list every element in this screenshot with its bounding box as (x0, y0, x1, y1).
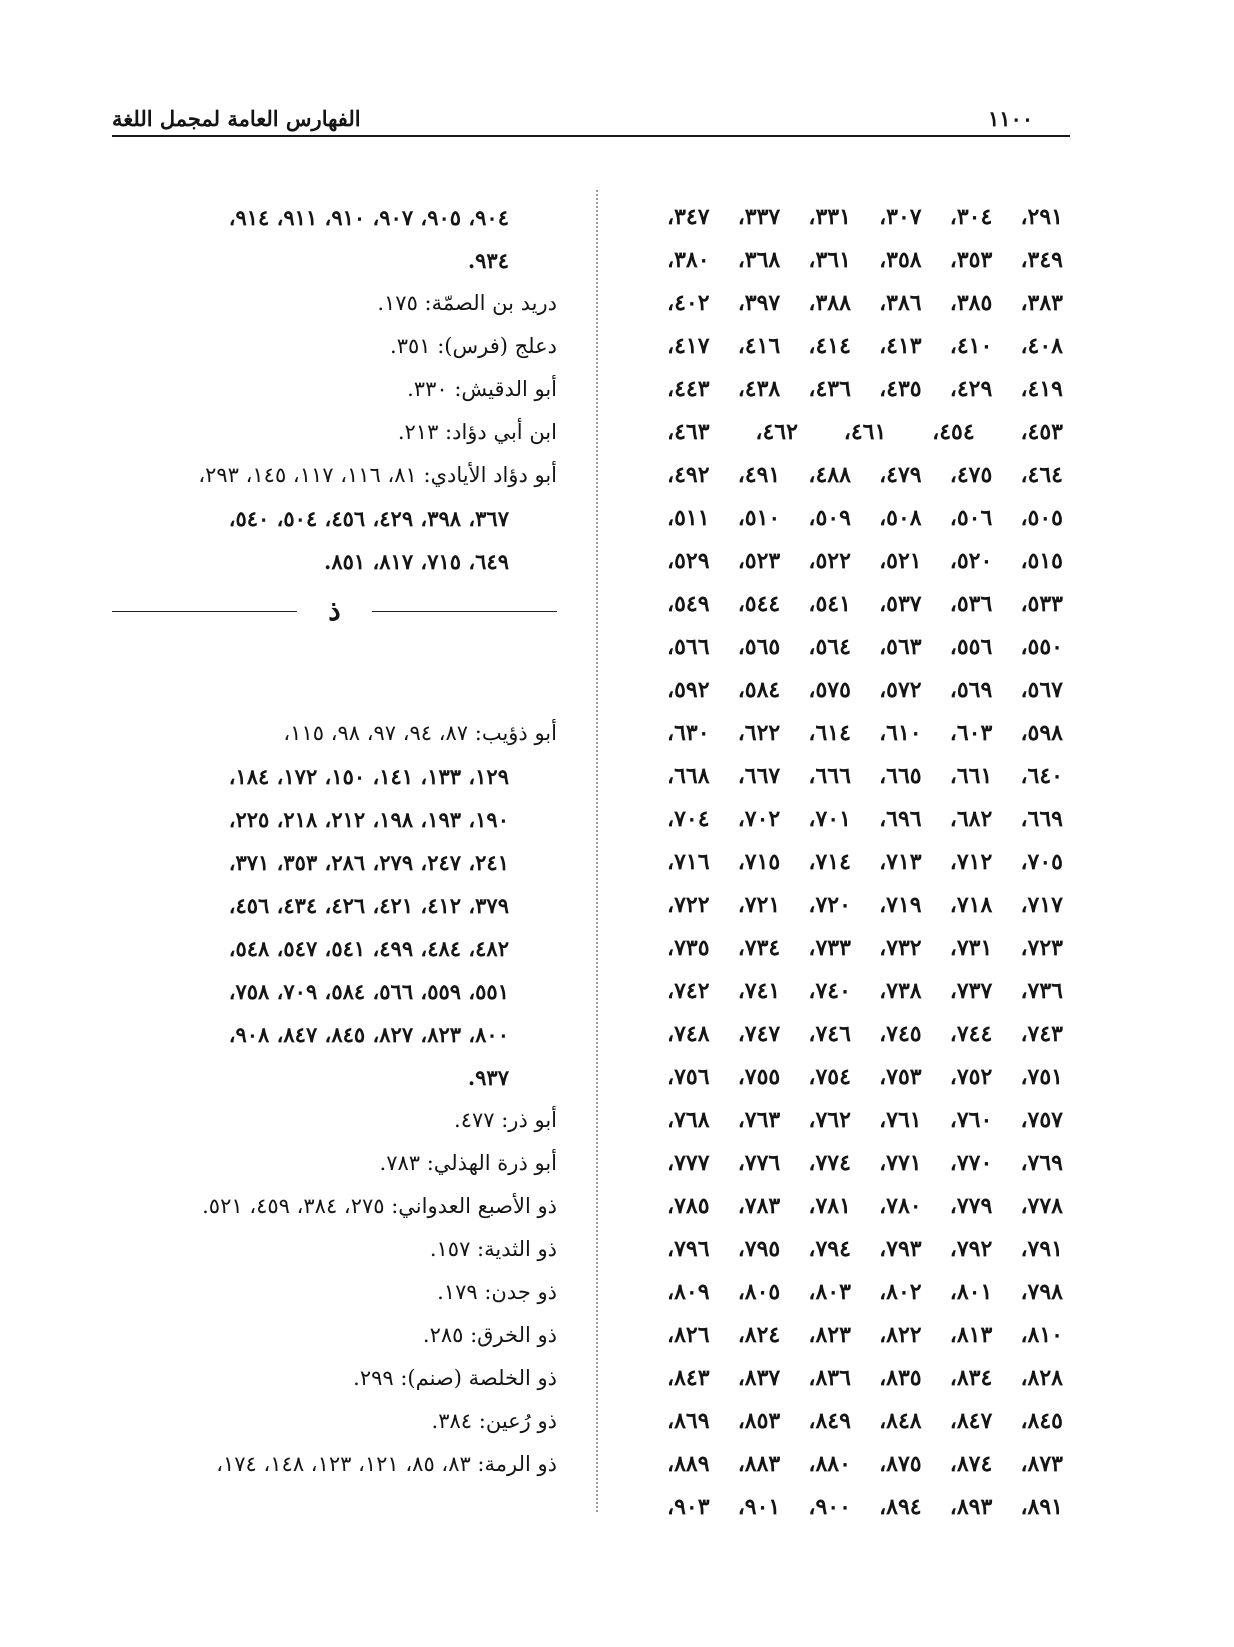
index-line: ٢٩١، ٣٠٤، ٣٠٧، ٣٣١، ٣٣٧، ٣٤٧، (667, 204, 1063, 230)
index-line: ٩٣٤. (467, 248, 509, 273)
index-line: ٤٥٣، ٤٥٤، ٤٦١، ٤٦٢، ٤٦٣، (667, 419, 1063, 445)
section-rule-left (112, 611, 297, 612)
index-line: ٨٢٨، ٨٣٤، ٨٣٥، ٨٣٦، ٨٣٧، ٨٤٣، (667, 1365, 1063, 1391)
index-line: ٣٦٧، ٣٩٨، ٤٢٩، ٤٥٦، ٥٠٤، ٥٤٠، (228, 506, 509, 531)
index-line: ٤١٩، ٤٢٩، ٤٣٥، ٤٣٦، ٤٣٨، ٤٤٣، (667, 376, 1063, 402)
index-line: ٤٠٨، ٤١٠، ٤١٣، ٤١٤، ٤١٦، ٤١٧، (667, 333, 1063, 359)
index-line: ٦٤٠، ٦٦١، ٦٦٥، ٦٦٦، ٦٦٧، ٦٦٨، (667, 763, 1063, 789)
page-number: ١١٠٠ (988, 106, 1034, 131)
index-line: ٣٧٩، ٤١٢، ٤٢١، ٤٢٦، ٤٣٤، ٤٥٦، (228, 893, 509, 918)
index-line: ٧٢٣، ٧٣١، ٧٣٢، ٧٣٣، ٧٣٤، ٧٣٥، (667, 935, 1063, 961)
index-line: ٧١٧، ٧١٨، ٧١٩، ٧٢٠، ٧٢١، ٧٢٢، (667, 892, 1063, 918)
index-line: ٦٦٩، ٦٨٢، ٦٩٦، ٧٠١، ٧٠٢، ٧٠٤، (667, 806, 1063, 832)
index-line: ذو الثدية: ١٥٧. (429, 1237, 557, 1261)
index-line: أبو ذرة الهذلي: ٧٨٣. (379, 1151, 557, 1175)
index-line: ٢٤١، ٢٤٧، ٢٧٩، ٢٨٦، ٣٥٣، ٣٧١، (228, 850, 509, 875)
index-line: ٧٣٦، ٧٣٧، ٧٣٨، ٧٤٠، ٧٤١، ٧٤٢، (667, 978, 1063, 1004)
spacer (112, 669, 557, 712)
index-line: ذو الخرق: ٢٨٥. (422, 1323, 557, 1347)
index-line: أبو الدقيش: ٣٣٠. (407, 377, 557, 401)
index-line: ٤٦٤، ٤٧٥، ٤٧٩، ٤٨٨، ٤٩١، ٤٩٢، (667, 462, 1063, 488)
index-line: ٧٥٧، ٧٦٠، ٧٦١، ٧٦٢، ٧٦٣، ٧٦٨، (667, 1107, 1063, 1133)
index-line: ٥٩٨، ٦٠٣، ٦١٠، ٦١٤، ٦٢٢، ٦٣٠، (667, 720, 1063, 746)
left-column-bottom (112, 712, 557, 1486)
running-header-title: الفهارس العامة لمجمل اللغة (112, 106, 361, 131)
index-line: ٧٩١، ٧٩٢، ٧٩٣، ٧٩٤، ٧٩٥، ٧٩٦، (667, 1236, 1063, 1262)
index-line: ٨٤٥، ٨٤٧، ٨٤٨، ٨٤٩، ٨٥٣، ٨٦٩، (667, 1408, 1063, 1434)
index-line: ٨٧٣، ٨٧٤، ٨٧٥، ٨٨٠، ٨٨٣، ٨٨٩، (667, 1451, 1063, 1477)
index-line: ٨١٠، ٨١٣، ٨٢٢، ٨٢٣، ٨٢٤، ٨٢٦، (667, 1322, 1063, 1348)
section-heading (112, 583, 557, 669)
index-line: ٧٩٨، ٨٠١، ٨٠٢، ٨٠٣، ٨٠٥، ٨٠٩، (667, 1279, 1063, 1305)
left-column-top (112, 196, 557, 583)
index-line: ٥٦٧، ٥٦٩، ٥٧٢، ٥٧٥، ٥٨٤، ٥٩٢، (667, 677, 1063, 703)
index-line: ذو الخلصة (صنم): ٢٩٩. (353, 1366, 557, 1390)
left-column (112, 196, 557, 1486)
index-line: ٣٤٩، ٣٥٣، ٣٥٨، ٣٦١، ٣٦٨، ٣٨٠، (667, 247, 1063, 273)
index-line: ٧٥١، ٧٥٢، ٧٥٣، ٧٥٤، ٧٥٥، ٧٥٦، (667, 1064, 1063, 1090)
index-line: ٤٨٢، ٤٨٤، ٤٩٩، ٥٤١، ٥٤٧، ٥٤٨، (228, 936, 509, 961)
index-line: ٥٣٣، ٥٣٦، ٥٣٧، ٥٤١، ٥٤٤، ٥٤٩، (667, 591, 1063, 617)
index-line: ٨٠٠، ٨٢٣، ٨٢٧، ٨٤٥، ٨٤٧، ٩٠٨، (228, 1022, 509, 1047)
right-column (667, 196, 1063, 1529)
index-line: ٥٥٠، ٥٥٦، ٥٦٣، ٥٦٤، ٥٦٥، ٥٦٦، (667, 634, 1063, 660)
index-line: ابن أبي دؤاد: ٢١٣. (397, 420, 557, 444)
index-line: أبو ذؤيب: ٨٧، ٩٤، ٩٧، ٩٨، ١١٥، (283, 721, 557, 745)
header-rule (112, 135, 1070, 137)
index-line: ٥١٥، ٥٢٠، ٥٢١، ٥٢٢، ٥٢٣، ٥٢٩، (667, 548, 1063, 574)
index-line: أبو دؤاد الأيادي: ٨١، ١١٦، ١١٧، ١٤٥، ٢٩٣، (198, 463, 557, 487)
index-line: ذو الرمة: ٨٣، ٨٥، ١٢١، ١٢٣، ١٤٨، ١٧٤، (216, 1452, 557, 1476)
index-line: دريد بن الصمّة: ١٧٥. (377, 291, 557, 315)
index-line: ٦٤٩، ٧١٥، ٨١٧، ٨٥١. (324, 549, 509, 574)
index-line: ٥٥١، ٥٥٩، ٥٦٦، ٥٨٤، ٧٠٩، ٧٥٨، (228, 979, 509, 1004)
index-line: ٩٣٧. (467, 1065, 509, 1090)
index-line: ٩٠٤، ٩٠٥، ٩٠٧، ٩١٠، ٩١١، ٩١٤، (228, 205, 509, 230)
index-line: ١٢٩، ١٣٣، ١٤١، ١٥٠، ١٧٢، ١٨٤، (228, 764, 509, 789)
index-line: ذو الأصبع العدواني: ٢٧٥، ٣٨٤، ٤٥٩، ٥٢١. (202, 1194, 557, 1218)
index-line: ٨٩١، ٨٩٣، ٨٩٤، ٩٠٠، ٩٠١، ٩٠٣، (667, 1494, 1063, 1520)
index-line: دعلج (فرس): ٣٥١. (390, 334, 557, 358)
index-line: ٧٠٥، ٧١٢، ٧١٣، ٧١٤، ٧١٥، ٧١٦، (667, 849, 1063, 875)
index-line: ٧٧٨، ٧٧٩، ٧٨٠، ٧٨١، ٧٨٣، ٧٨٥، (667, 1193, 1063, 1219)
index-line: ٧٦٩، ٧٧٠، ٧٧١، ٧٧٤، ٧٧٦، ٧٧٧، (667, 1150, 1063, 1176)
index-line: ذو جدن: ١٧٩. (437, 1280, 557, 1304)
section-letter: ذ (328, 594, 341, 627)
index-line: ٣٨٣، ٣٨٥، ٣٨٦، ٣٨٨، ٣٩٧، ٤٠٢، (667, 290, 1063, 316)
index-line: ذو رُعين: ٣٨٤. (431, 1409, 557, 1433)
index-line: ١٩٠، ١٩٣، ١٩٨، ٢١٢، ٢١٨، ٢٢٥، (228, 807, 509, 832)
index-line: ٥٠٥، ٥٠٦، ٥٠٨، ٥٠٩، ٥١٠، ٥١١، (667, 505, 1063, 531)
index-line: ٧٤٣، ٧٤٤، ٧٤٥، ٧٤٦، ٧٤٧، ٧٤٨، (667, 1021, 1063, 1047)
index-line: أبو ذر: ٤٧٧. (454, 1108, 557, 1132)
column-divider (596, 190, 598, 1512)
